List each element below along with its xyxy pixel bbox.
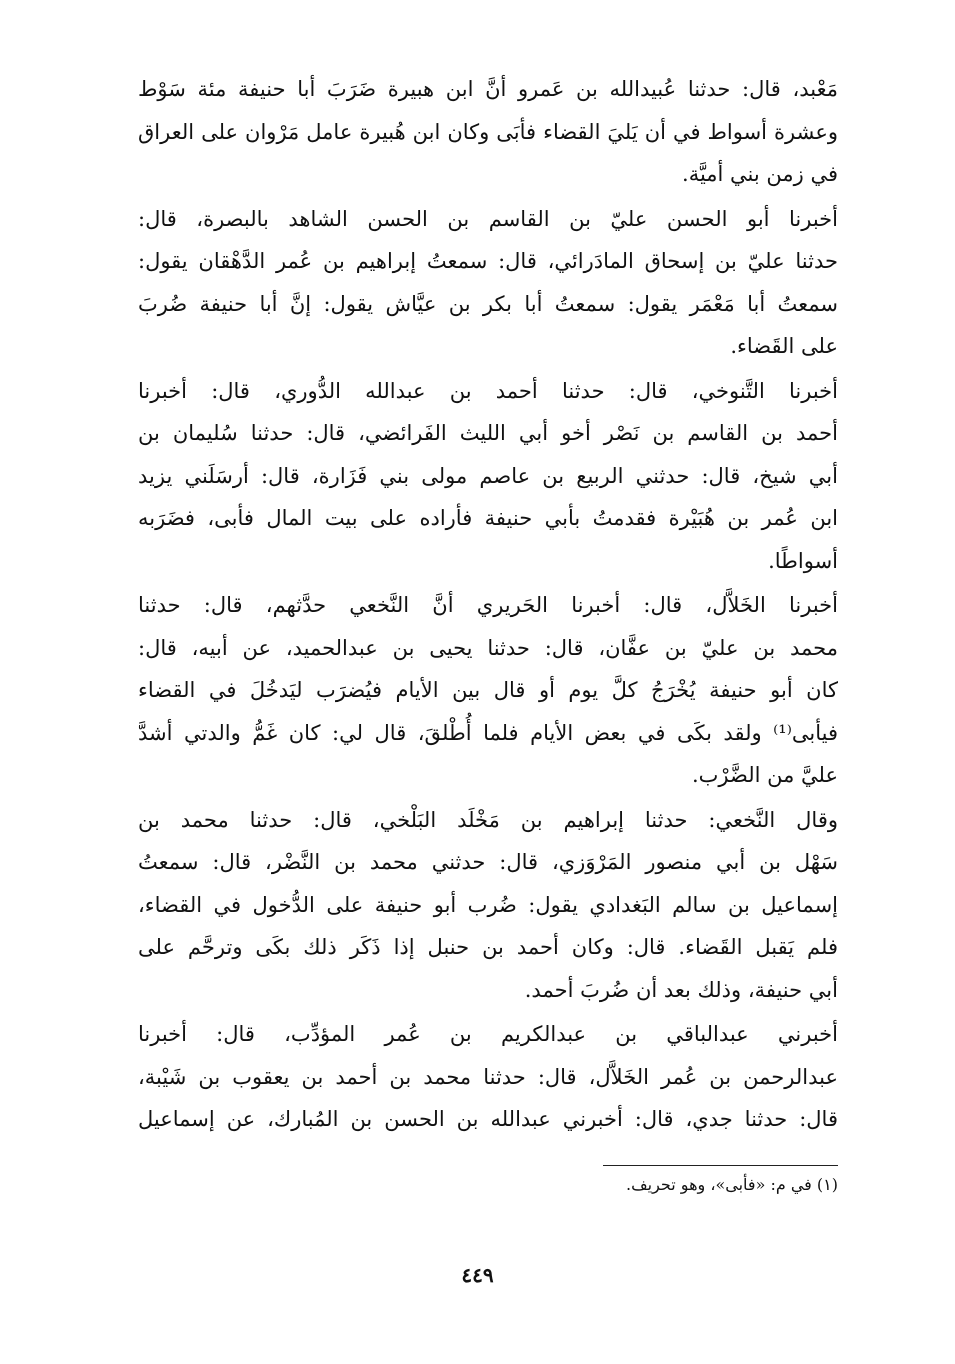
text-line: على القَضاء. (730, 334, 838, 358)
text-line: حدثنا عليّ بن إسحاق المادَرائي، قال: سمعتُ إبراهيم بن عُمر الدَّهْقان يقول: (138, 249, 838, 273)
text-line: عبدالرحمن بن عُمر الخَلاَّل، قال: حدثنا محمد بن أحمد بن يعقوب بن شَيْبة، (138, 1064, 838, 1089)
text-line: إسماعيل بن سالم البَغدادي يقول: ضُرب أبو حنيفة على الدُّخول في القضاء، (138, 892, 838, 917)
text-line: محمد بن عليّ بن عفَّان، قال: حدثنا يحيى بن عبدالحميد، عن أبيه، قال: (138, 635, 838, 660)
footnote-separator (603, 1165, 838, 1166)
text-line: أسواطًا. (768, 548, 838, 573)
text-line: وقال النَّخعي: حدثنا إبراهيم بن مَخْلَد البَلْخي، قال: حدثنا محمد بن (138, 807, 838, 832)
text-line: فيأبى⁽¹⁾ ولقد بكَى في بعض الأيام فلما أُطْلقَ، قال لي: كان غَمُّ والدتي أشدَّ (138, 720, 838, 745)
text-line: عليَّ من الضَّرْب. (691, 763, 838, 787)
paragraph (138, 584, 838, 797)
footnote: (١) في م: «فأبى»، وهو تحريف. (626, 1175, 838, 1194)
text-line: أخبرني عبدالباقي بن عبدالكريم بن عُمر المؤدِّب، قال: أخبرنا (138, 1022, 838, 1046)
text-line: سَهْل بن أبي منصور المَرْوَزي، قال: حدثني محمد بن النَّضْر، قال: سمعتُ (138, 850, 838, 874)
text-line: سمعتُ أبا مَعْمَر يقول: سمعتُ أبا بكر بن عيَّاش يقول: إنَّ أبا حنيفة ضُربَ (138, 291, 838, 316)
text-line: فلم يَقبل القَضاء. قال: وكان أحمد بن حنبل إذا ذَكَر ذلك بكَى وترحَّم على (138, 935, 838, 959)
body-text (138, 68, 838, 1141)
paragraph (138, 198, 838, 368)
text-line: في زمن بني أميَّة. (682, 162, 838, 186)
text-line: مَعْبد، قال: حدثنا عُبيدالله بن عَمرو أنَّ ابن هبيرة ضَرَبَ أبا حنيفة مئة سَوْط (138, 77, 838, 101)
text-line: ابن عُمر بن هُبَيْرة فقدمتُ بأبي حنيفة فأراده على بيت المال فأبى، فضَرَبه (138, 506, 838, 530)
text-line: أبي شيخ، قال: حدثني الربيع بن عاصم مولى بني فَزَارة، قال: أرسَلَني يزيد (138, 463, 838, 488)
page-number: ٤٤٩ (461, 1263, 494, 1287)
paragraph (138, 799, 838, 1012)
paragraph (138, 68, 838, 196)
text-line: كان أبو حنيفة يُخْرَجُ كلَّ يوم أو قال بين الأيام فيُضرَب ليَدخُلَ في القضاء (138, 678, 838, 702)
text-line: قال: حدثنا جدي، قال: أخبرني عبدالله بن الحسن بن المُبارك، عن إسماعيل (138, 1107, 838, 1131)
text-line: أخبرنا الخَلاَّل، قال: أخبرنا الحَريري أنَّ النَّخعي حدَّثهم، قال: حدثنا (138, 593, 838, 617)
paragraph (138, 1013, 838, 1141)
paragraph (138, 370, 838, 583)
text-line: أخبرنا أبو الحسن عليّ بن القاسم بن الحسن الشاهد بالبصرة، قال: (138, 206, 838, 231)
text-line: أبي حنيفة، وذلك بعد أن ضُربَ أحمد. (524, 977, 838, 1002)
text-line: أخبرنا التَّنوخي، قال: حدثنا أحمد بن عبدالله الدُّوري، قال: أخبرنا (138, 378, 838, 403)
text-line: أحمد بن القاسم بن نَصْر أخو أبي الليث الفَرائضي، قال: حدثنا سُليمان بن (138, 421, 838, 445)
text-line: وعشرة أسواط في أن يَليَ القضاء فأبَى وكان ابن هُبيرة عامل مَرْوان على العراق (138, 119, 838, 144)
